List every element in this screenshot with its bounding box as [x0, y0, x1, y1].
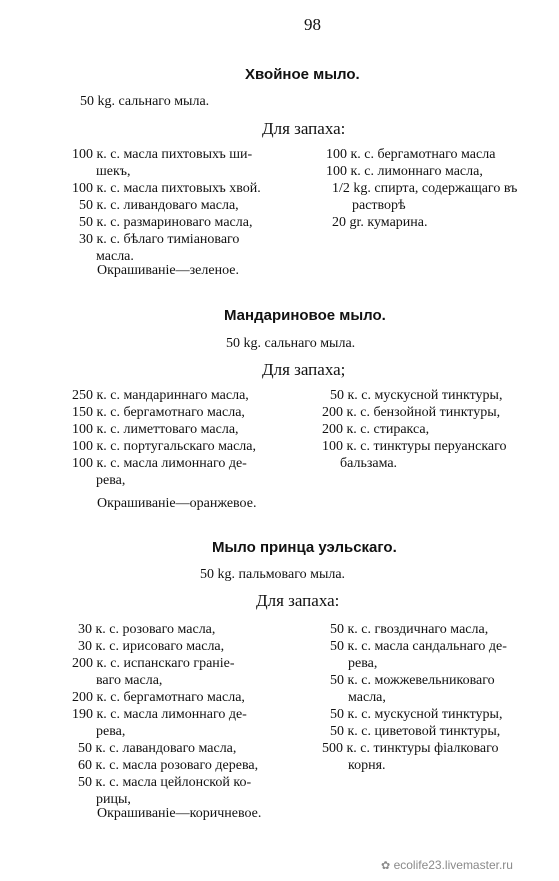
- ingredient-line: 100 к. с. масла пихтовыхъ ши-: [72, 147, 253, 162]
- ingredient-line: 100 к. с. масла лимоннаго де-: [72, 456, 247, 471]
- coloring-note: Окрашиваніе—коричневое.: [97, 806, 262, 821]
- ingredient-line: 30 к. с. бѣлаго тиміановаго: [79, 232, 240, 247]
- ingredient-line: рева,: [96, 473, 126, 488]
- ingredients-left: [72, 621, 258, 808]
- watermark: [381, 858, 513, 872]
- section-title: Мандариновое мыло.: [224, 307, 386, 324]
- ingredient-line: 100 к. с. масла пихтовыхъ хвой.: [72, 181, 261, 196]
- ingredient-line: 30 к. с. розоваго масла,: [78, 622, 216, 637]
- scent-heading: Для запаха;: [262, 360, 346, 379]
- ingredients-right: [326, 146, 517, 231]
- ingredient-line: рицы,: [96, 792, 131, 807]
- scent-heading: Для запаха:: [262, 119, 346, 138]
- page-number: 98: [304, 15, 321, 34]
- ingredient-line: корня.: [348, 758, 386, 773]
- ingredient-line: 150 к. с. бергамотнаго масла,: [72, 405, 245, 420]
- ingredient-line: 50 к. с. гвоздичнаго масла,: [330, 622, 489, 637]
- ingredient-line: масла,: [348, 690, 386, 705]
- ingredients-right: [322, 387, 507, 472]
- ingredient-line: 100 к. с. лиметтоваго масла,: [72, 422, 239, 437]
- ingredient-line: 50 к. с. циветовой тинктуры,: [330, 724, 501, 739]
- ingredient-line: бальзама.: [340, 456, 398, 471]
- ingredient-line: 190 к. с. масла лимоннаго де-: [72, 707, 247, 722]
- watermark-icon: ✿: [381, 860, 391, 872]
- ingredient-line: 200 к. с. бензойной тинктуры,: [322, 405, 501, 420]
- ingredient-line: 1/2 kg. спирта, содержащаго въ: [332, 181, 518, 196]
- ingredient-line: 100 к. с. тинктуры перуанскаго: [322, 439, 507, 454]
- coloring-note: Окрашиваніе—зеленое.: [97, 263, 239, 278]
- ingredient-line: 20 gr. кумарина.: [332, 215, 428, 230]
- ingredient-line: 200 к. с. стиракса,: [322, 422, 430, 437]
- ingredient-line: 50 к. с. мускусной тинктуры,: [330, 707, 503, 722]
- ingredient-line: 50 к. с. размариноваго масла,: [79, 215, 253, 230]
- base-soap: 50 kg. пальмоваго мыла.: [200, 567, 346, 582]
- ingredients-right: [322, 621, 507, 774]
- scent-heading: Для запаха:: [256, 591, 340, 610]
- ingredient-line: 500 к. с. тинктуры фіалковаго: [322, 741, 499, 756]
- ingredient-line: 50 к. с. мускусной тинктуры,: [330, 388, 503, 403]
- section-title: Хвойное мыло.: [245, 66, 360, 83]
- ingredient-line: 100 к. с. бергамотнаго масла: [326, 147, 496, 162]
- ingredient-line: 50 к. с. масла цейлонской ко-: [78, 775, 252, 790]
- ingredient-line: 60 к. с. масла розоваго дерева,: [78, 758, 259, 773]
- ingredient-line: рева,: [96, 724, 126, 739]
- ingredient-line: 50 к. с. лавандоваго масла,: [78, 741, 237, 756]
- watermark-text: ecolife23.livemaster.ru: [393, 858, 513, 872]
- ingredients-left: [72, 387, 256, 489]
- ingredient-line: 100 к. с. лимоннаго масла,: [326, 164, 483, 179]
- ingredient-line: шекъ,: [96, 164, 131, 179]
- ingredient-line: 200 к. с. испанскаго граніе-: [72, 656, 235, 671]
- ingredient-line: ваго масла,: [96, 673, 163, 688]
- ingredient-line: 100 к. с. португальскаго масла,: [72, 439, 257, 454]
- ingredients-left: [72, 146, 261, 265]
- ingredient-line: 50 к. с. ливандоваго масла,: [79, 198, 239, 213]
- ingredient-line: 50 к. с. масла сандальнаго де-: [330, 639, 507, 654]
- ingredient-line: 200 к. с. бергамотнаго масла,: [72, 690, 245, 705]
- coloring-note: Окрашиваніе—оранжевое.: [97, 496, 257, 511]
- ingredient-line: 250 к. с. мандариннаго масла,: [72, 388, 249, 403]
- ingredient-line: 50 к. с. можжевельниковаго: [330, 673, 495, 688]
- section-title: Мыло принца уэльскаго.: [212, 539, 397, 556]
- ingredient-line: масла.: [96, 249, 134, 264]
- base-soap: 50 kg. сальнаго мыла.: [226, 336, 356, 351]
- ingredient-line: 30 к. с. ирисоваго масла,: [78, 639, 225, 654]
- base-soap: 50 kg. сальнаго мыла.: [80, 94, 210, 109]
- ingredient-line: растворѣ: [352, 198, 406, 213]
- ingredient-line: рева,: [348, 656, 378, 671]
